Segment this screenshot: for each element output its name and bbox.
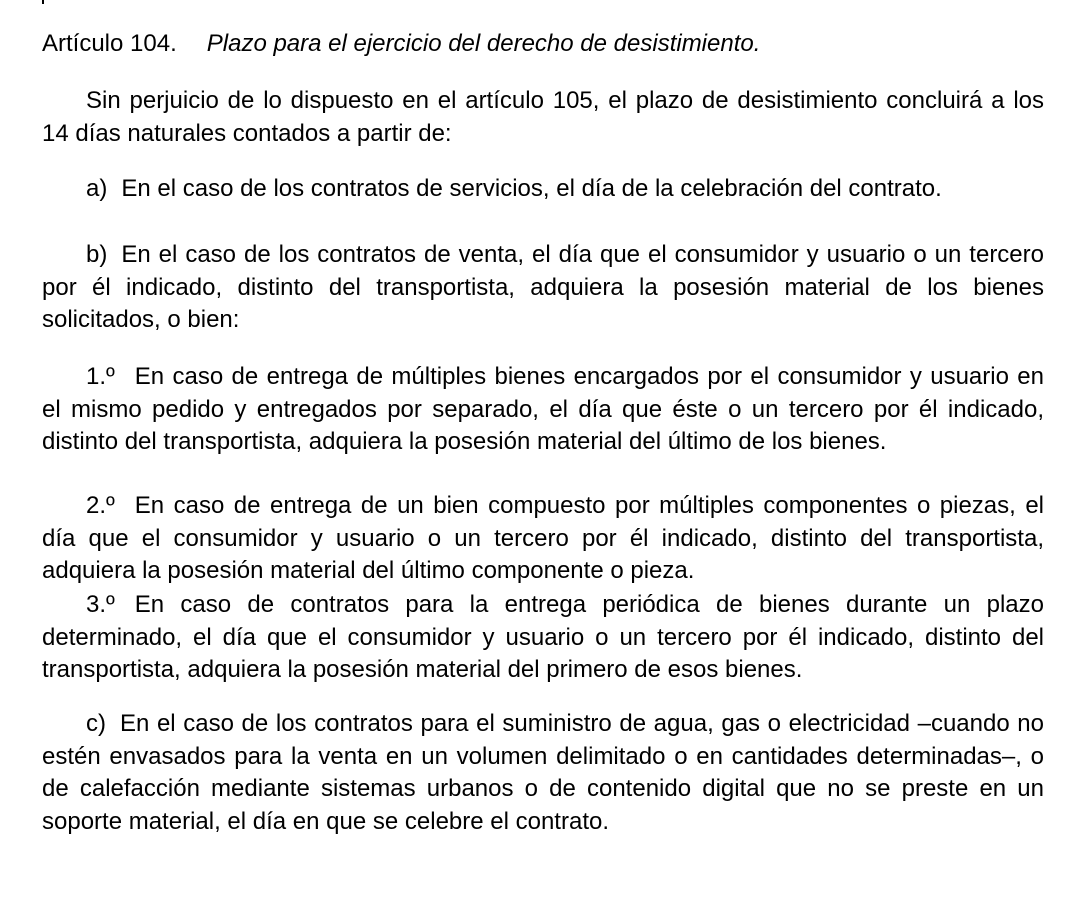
sub-item-marker: 2.º: [86, 492, 115, 519]
sub-item-text: En caso de entrega de múltiples bienes encargados por el consumidor y usuario en el mismo pedido y entregados por separado, el día que éste o un tercero por él indicado, distinto del transportista, adquiera la posesión material del último de los bienes.: [42, 363, 1044, 456]
list-item-b: [42, 239, 1044, 337]
list-item-a: [42, 173, 1044, 206]
list-item-marker: c): [86, 710, 106, 737]
sub-item-text: En caso de contratos para la entrega periódica de bienes durante un plazo determinado, el día que el consumidor y usuario o un tercero por él indicado, distinto del transportista, adquiera la posesión material del primero de esos bienes.: [42, 591, 1044, 684]
sub-item-2: [42, 490, 1044, 588]
sub-item-marker: 1.º: [86, 363, 115, 390]
list-item-text: En el caso de los contratos de servicios, el día de la celebración del contrato.: [121, 175, 942, 202]
article-title: Plazo para el ejercicio del derecho de desistimiento.: [206, 30, 761, 57]
list-item-c: [42, 708, 1044, 838]
list-item-marker: b): [86, 241, 108, 268]
list-item-text: En el caso de los contratos para el suministro de agua, gas o electricidad –cuando no estén envasados para la venta en un volumen delimitado o en cantidades determinadas–, o de calefacción mediante sistemas urbanos o de contenido digital que no se preste en un soporte material, el día en que se celebre el contrato.: [42, 710, 1044, 835]
sub-item-1: [42, 361, 1044, 459]
sub-item-marker: 3.º: [86, 591, 115, 618]
intro-paragraph: Sin perjuicio de lo dispuesto en el artículo 105, el plazo de desistimiento concluirá a los 14 días naturales contados a partir de:: [42, 87, 1044, 147]
article-heading: [42, 28, 760, 60]
sub-item-text: En caso de entrega de un bien compuesto por múltiples componentes o piezas, el día que el consumidor y usuario o un tercero por él indicado, distinto del transportista, adquiera la posesión material del último componente o pieza.: [42, 492, 1044, 585]
list-item-text: En el caso de los contratos de venta, el día que el consumidor y usuario o un tercero por él indicado, distinto del transportista, adquiera la posesión material de los bienes solicitados, o bien:: [42, 241, 1044, 334]
sub-item-3: [42, 589, 1044, 687]
article-number: Artículo 104.: [42, 30, 177, 57]
list-item-marker: a): [86, 175, 108, 202]
page-top-mark: [42, 0, 44, 4]
